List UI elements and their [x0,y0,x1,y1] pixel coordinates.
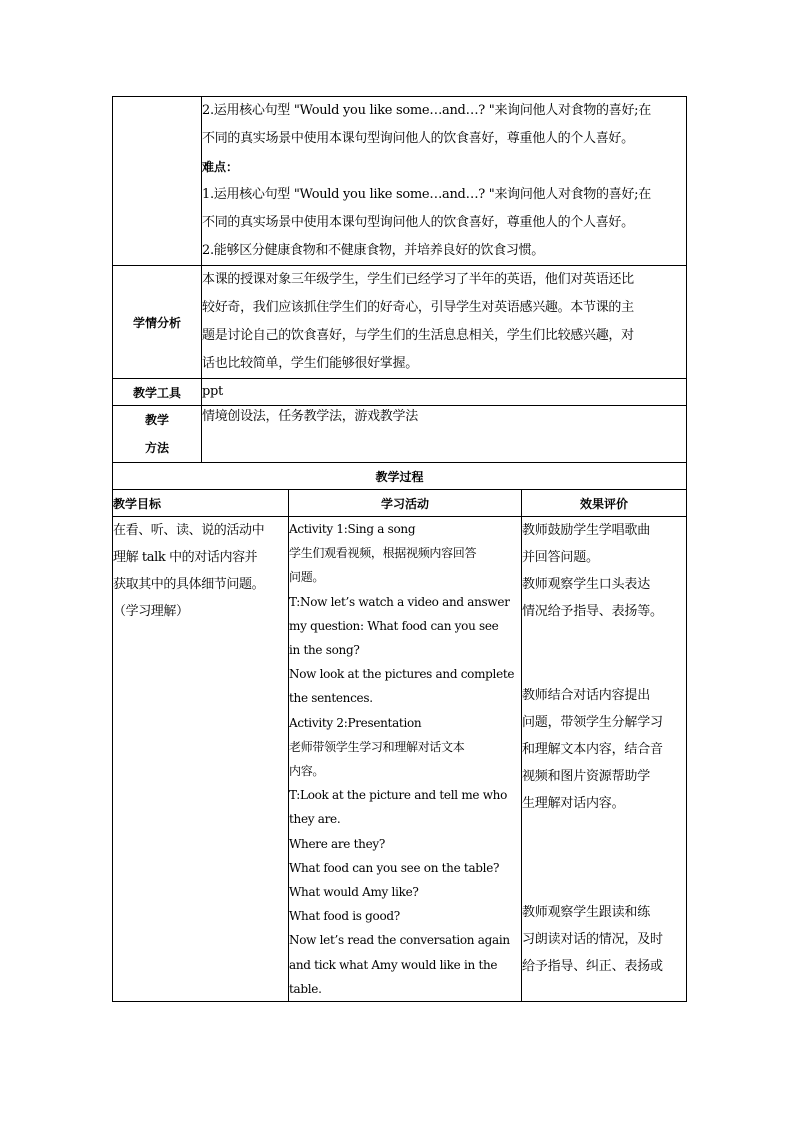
student-analysis-label: 学情分析 [113,266,202,379]
activity-cell [289,517,522,1002]
methods-cell [202,406,687,463]
activity-line: they are. [289,812,341,827]
activity-line: T:Look at the picture and tell me who [289,788,508,803]
goal-line: 在看、听、读、说的活动中 [113,523,265,538]
focus-point-2-cont: 不同的真实场景中使用本课句型询问他人的饮食喜好，尊重他人的个人喜好。 [202,131,634,146]
process-title: 教学过程 [113,463,687,490]
activity-line: table. [289,981,322,996]
activity-line: Now look at the pictures and complete [289,667,515,682]
activity-line: and tick what Amy would like in the [289,957,498,972]
goal-line: 获取其中的具体细节问题。 [113,577,265,592]
process-header-row [113,490,687,517]
process-content-row [113,517,687,1002]
objectives-row [113,97,687,266]
tools-value: ppt [202,384,223,399]
evaluation-line: 教师结合对话内容提出 [522,688,651,703]
tools-cell [202,379,687,406]
header-goal: 教学目标 [113,490,289,517]
activity-line: What food is good? [289,909,400,924]
evaluation-line: 视频和图片资源帮助学 [522,769,651,784]
lesson-plan-page [112,96,686,1002]
activity-line: 问题。 [289,570,325,585]
header-evaluation: 效果评价 [522,490,687,517]
objectives-label-cell [113,97,202,266]
methods-value: 情境创设法，任务教学法，游戏教学法 [202,409,418,424]
student-analysis-content [202,266,687,379]
header-activity: 学习活动 [289,490,522,517]
evaluation-spacer [522,817,686,899]
analysis-line: 较好奇，我们应该抓住学生们的好奇心，引导学生对英语感兴趣。本节课的主 [202,300,634,315]
activity-line: T:Now let’s watch a video and answer [289,594,510,609]
evaluation-line: 情况给予指导、表扬等。 [522,604,663,619]
evaluation-line: 生理解对话内容。 [522,796,625,811]
focus-point-2: 2.运用核心句型 "Would you like some…and…? "来询问他人对食物的喜好;在 [202,103,651,118]
activity-line: What food can you see on the table? [289,860,500,875]
activity-line: 学生们观看视频，根据视频内容回答 [289,546,477,561]
evaluation-cell [522,517,687,1002]
goal-line: 理解 talk 中的对话内容并 [113,550,258,565]
goal-cell [113,517,289,1002]
student-analysis-row [113,266,687,379]
activity-line: Where are they? [289,836,385,851]
activity-line: Activity 2:Presentation [289,715,422,730]
methods-label-line2: 方法 [144,441,169,455]
activity-line: the sentences. [289,691,373,706]
analysis-line: 话也比较简单，学生们能够很好掌握。 [202,356,418,371]
evaluation-line: 教师观察学生跟读和练 [522,905,651,920]
activity-line: in the song? [289,643,360,658]
tools-label: 教学工具 [113,379,202,406]
analysis-line: 本课的授课对象三年级学生，学生们已经学习了半年的英语，他们对英语还比 [202,272,634,287]
tools-row [113,379,687,406]
process-title-row [113,463,687,490]
difficulty-point-2: 2.能够区分健康食物和不健康食物，并培养良好的饮食习惯。 [202,243,545,258]
activity-line: 内容。 [289,764,325,779]
evaluation-line: 习朗读对话的情况，及时 [522,932,663,947]
lesson-plan-table [112,96,687,1002]
methods-label [113,406,202,463]
evaluation-line: 问题，带领学生分解学习 [522,715,663,730]
analysis-line: 题是讨论自己的饮食喜好，与学生们的生活息息相关，学生们比较感兴趣，对 [202,328,634,343]
evaluation-line: 并回答问题。 [522,550,599,565]
goal-line: （学习理解） [113,604,189,619]
evaluation-line: 给予指导、纠正、表扬或 [522,959,663,974]
methods-label-line1: 教学 [144,413,169,427]
activity-line: What would Amy like? [289,885,419,900]
evaluation-line: 教师鼓励学生学唱歌曲 [522,523,651,538]
difficulty-point-1: 1.运用核心句型 "Would you like some…and…? "来询问他人对食物的喜好;在 [202,187,651,202]
difficulty-label: 难点： [202,160,239,174]
evaluation-spacer [522,625,686,682]
activity-line: my question: What food can you see [289,618,499,633]
evaluation-line: 教师观察学生口头表达 [522,577,651,592]
activity-line: Activity 1:Sing a song [289,522,416,536]
objectives-content [202,97,687,266]
difficulty-point-1-cont: 不同的真实场景中使用本课句型询问他人的饮食喜好，尊重他人的个人喜好。 [202,215,634,230]
activity-line: 老师带领学生学习和理解对话文本 [289,739,465,754]
activity-line: Now let’s read the conversation again [289,933,510,948]
evaluation-line: 和理解文本内容，结合音 [522,742,663,757]
methods-row [113,406,687,463]
